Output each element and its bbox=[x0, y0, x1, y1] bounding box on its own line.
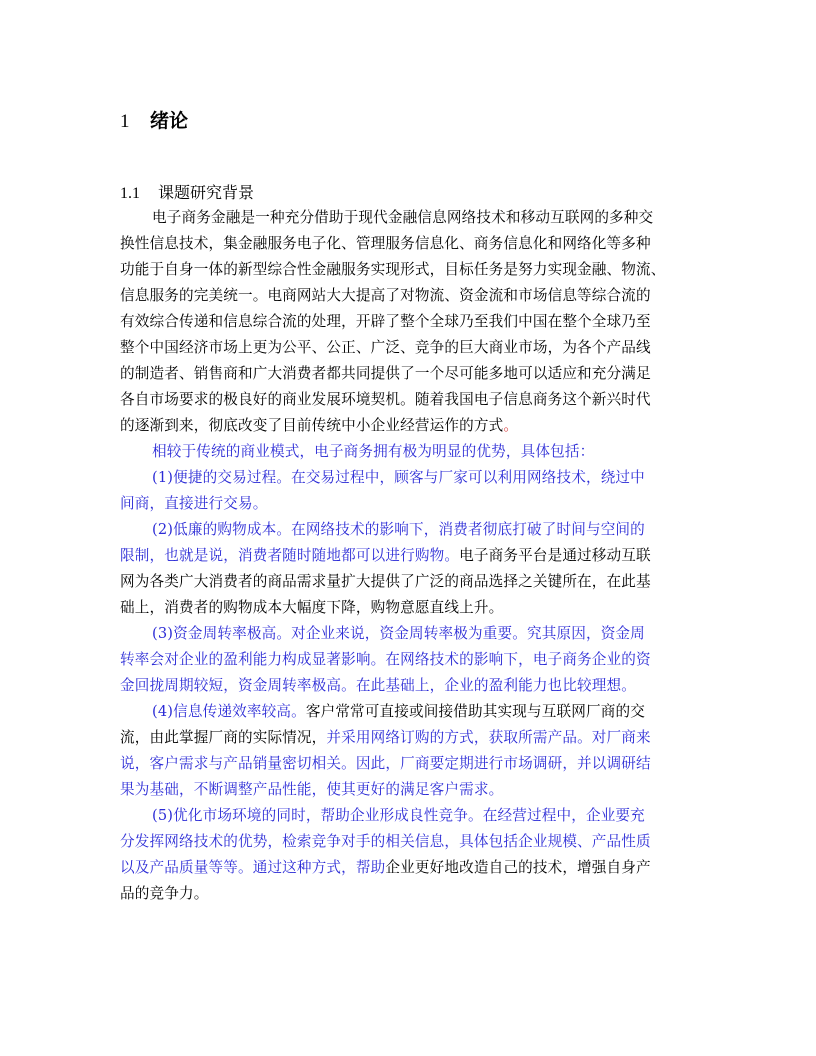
paragraph-line bbox=[120, 728, 651, 748]
text-segment: (1)便捷的交易过程。在交易过程中，顾客与厂家可以利用网络技术，绕过中 bbox=[152, 469, 645, 486]
paragraph-line bbox=[120, 286, 651, 306]
paragraph-line bbox=[120, 650, 651, 670]
text-segment: 的逐渐到来，彻底改变了目前传统中小企业经营运作的方式 bbox=[120, 417, 504, 434]
text-segment: 电子商务金融是一种充分借助于现代金融信息网络技术和移动互联网的多种交 bbox=[152, 209, 654, 226]
text-segment: 的制造者、销售商和广大消费者都共同提供了一个尽可能多地可以适应和充分满足 bbox=[120, 365, 651, 382]
paragraph-line bbox=[120, 416, 518, 436]
paragraph-line bbox=[120, 364, 651, 384]
paragraph-line bbox=[120, 676, 636, 696]
paragraph-line bbox=[120, 858, 651, 878]
section-number: 1.1 bbox=[120, 185, 140, 202]
section-heading bbox=[120, 180, 254, 207]
text-segment: 功能于自身一体的新型综合性金融服务实现形式，目标任务是努力实现金融、物流、 bbox=[120, 261, 666, 278]
text-segment: 相较于传统的商业模式，电子商务拥有极为明显的优势，具体包括： bbox=[152, 443, 595, 460]
paragraph-line bbox=[120, 598, 503, 618]
text-segment: 分发挥网络技术的优势，检索竞争对手的相关信息，具体包括企业规模、产品性质 bbox=[120, 833, 651, 850]
paragraph-line bbox=[120, 780, 503, 800]
paragraph-line bbox=[120, 494, 267, 514]
text-segment: 电子商务平台是通过移动互联 bbox=[459, 547, 651, 564]
paragraph-line bbox=[120, 338, 651, 358]
text-segment: (2)低廉的购物成本。在网络技术的影响下，消费者彻底打破了时间与空间的 bbox=[152, 521, 645, 538]
chapter-number: 1 bbox=[120, 111, 130, 132]
paragraph-line bbox=[120, 234, 651, 254]
paragraph-line bbox=[152, 624, 645, 644]
paragraph-line bbox=[120, 832, 651, 852]
text-segment: (4)信息传递效率较高。 bbox=[152, 703, 306, 720]
text-segment: 金回拢周期较短，资金周转率极高。在此基础上，企业的盈利能力也比较理想。 bbox=[120, 677, 637, 694]
text-segment: 础上，消费者的购物成本大幅度下降，购物意愿直线上升。 bbox=[120, 599, 504, 616]
text-segment: 换性信息技术，集金融服务电子化、管理服务信息化、商务信息化和网络化等多种 bbox=[120, 235, 651, 252]
text-segment: 并采用网络订购的方式，获取所需产品。对厂商来 bbox=[326, 729, 651, 746]
paragraph-line bbox=[120, 546, 651, 566]
paragraph-line bbox=[152, 806, 645, 826]
chapter-heading bbox=[120, 107, 188, 136]
text-segment: 说，客户需求与产品销量密切相关。因此，厂商要定期进行市场调研，并以调研结 bbox=[120, 755, 651, 772]
paragraph-line bbox=[152, 442, 594, 462]
paragraph-line bbox=[120, 312, 651, 332]
text-segment: 间商，直接进行交易。 bbox=[120, 495, 268, 512]
text-segment: 客户常常可直接或间接借助其实现与互联网厂商的交 bbox=[305, 703, 645, 720]
text-segment: 信息服务的完美统一。电商网站大大提高了对物流、资金流和市场信息等综合流的 bbox=[120, 287, 651, 304]
paragraph-line bbox=[120, 572, 651, 592]
text-segment: 有效综合传递和信息综合流的处理，开辟了整个全球乃至我们中国在整个全球乃至 bbox=[120, 313, 651, 330]
paragraph-line bbox=[152, 208, 653, 228]
text-segment: 网为各类广大消费者的商品需求量扩大提供了广泛的商品选择之关键所在，在此基 bbox=[120, 573, 651, 590]
text-segment: 流，由此掌握厂商的实际情况， bbox=[120, 729, 327, 746]
text-segment: 品的竞争力。 bbox=[120, 885, 209, 902]
paragraph-line bbox=[152, 520, 645, 540]
text-segment: 各自市场要求的极良好的商业发展环境契机。随着我国电子信息商务这个新兴时代 bbox=[120, 391, 651, 408]
paragraph-line bbox=[120, 260, 666, 280]
text-segment: 企业更好地改造自己的技术，增强自身产 bbox=[385, 859, 651, 876]
text-segment: 整个中国经济市场上更为公平、公正、广泛、竞争的巨大商业市场，为各个产品线 bbox=[120, 339, 651, 356]
text-segment: 果为基础，不断调整产品性能，使其更好的满足客户需求。 bbox=[120, 781, 504, 798]
text-segment: 以及产品质量等等。通过这种方式，帮助 bbox=[120, 859, 386, 876]
section-title: 课题研究背景 bbox=[158, 183, 255, 202]
text-segment: 转率会对企业的盈利能力构成显著影响。在网络技术的影响下，电子商务企业的资 bbox=[120, 651, 651, 668]
paragraph-line bbox=[120, 390, 651, 410]
text-segment: 。 bbox=[503, 417, 519, 434]
text-segment: (5)优化市场环境的同时，帮助企业形成良性竞争。在经营过程中，企业要充 bbox=[152, 807, 645, 824]
paragraph-line bbox=[120, 754, 651, 774]
paragraph-line bbox=[120, 884, 208, 904]
paragraph-line bbox=[152, 702, 645, 722]
text-segment: (3)资金周转率极高。对企业来说，资金周转率极为重要。究其原因，资金周 bbox=[152, 625, 645, 642]
paragraph-line bbox=[152, 468, 645, 488]
text-segment: 限制，也就是说，消费者随时随地都可以进行购物。 bbox=[120, 547, 460, 564]
chapter-title: 绪论 bbox=[150, 110, 189, 132]
